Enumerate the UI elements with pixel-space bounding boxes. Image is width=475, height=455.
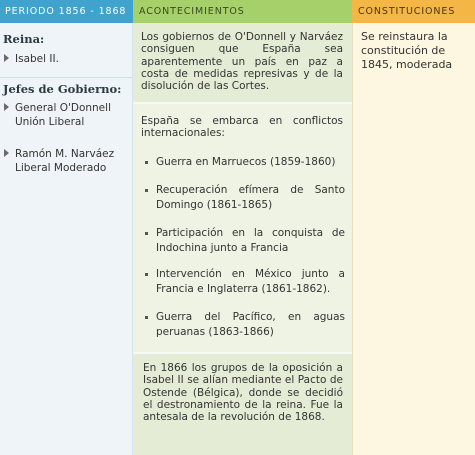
conflicto-item [145,155,345,170]
conflicto-item [145,310,345,339]
square-bullet-icon [145,232,148,235]
square-bullet-icon [145,316,148,319]
acontecimientos-intro: Los gobiernos de O'Donnell y Narváez consiguen que España sea aparentemente un país en paz a costa de medidas represivas y de la disolución de las Cortes. [133,23,352,102]
jefe-item [4,101,130,129]
conflicto-label: Participación en la conquista de Indochina junto a Francia [156,227,345,254]
reina-item [4,52,130,66]
square-bullet-icon [145,161,148,164]
conflictos-intro: España se embarca en conflictos internacionales: [141,115,343,140]
header-periodo: PERIODO 1856 - 1868 [0,0,133,23]
reina-title: Reina: [3,32,45,46]
divider [0,77,132,78]
conflicto-item [145,226,345,255]
header-acontecimientos: ACONTECIMIENTOS [133,0,352,23]
conflicto-label: Intervención en México junto a Francia e Inglaterra (1861-1862). [156,268,345,295]
conflicto-label: Guerra del Pacífico, en aguas peruanas (1863-1866) [156,311,345,338]
triangle-right-icon [4,103,9,111]
jefe-item [4,147,130,175]
square-bullet-icon [145,273,148,276]
square-bullet-icon [145,189,148,192]
acontecimientos-final: En 1866 los grupos de la oposición a Isabel II se alían mediante el Pacto de Ostende (Bélgica), donde se decidió el destronamiento de la reina. Fue la antesala de la revolución de 1868. [133,352,352,455]
header-constituciones: CONSTITUCIONES [352,0,475,23]
jefe-item-label: Ramón M. Narváez Liberal Moderado [15,148,115,174]
conflicto-label: Guerra en Marruecos (1859-1860) [156,156,336,168]
jefes-title: Jefes de Gobierno: [3,82,122,96]
constitucion-text: Se reinstaura la constitución de 1845, moderada [361,30,453,71]
reina-item-label: Isabel II. [15,53,59,65]
conflicto-item [145,267,345,296]
triangle-right-icon [4,54,9,62]
triangle-right-icon [4,149,9,157]
conflicto-label: Recuperación efímera de Santo Domingo (1861-1865) [156,184,345,211]
conflicto-item [145,183,345,212]
jefe-item-label: General O'Donnell Unión Liberal [15,102,111,128]
periodo-column [0,0,133,455]
